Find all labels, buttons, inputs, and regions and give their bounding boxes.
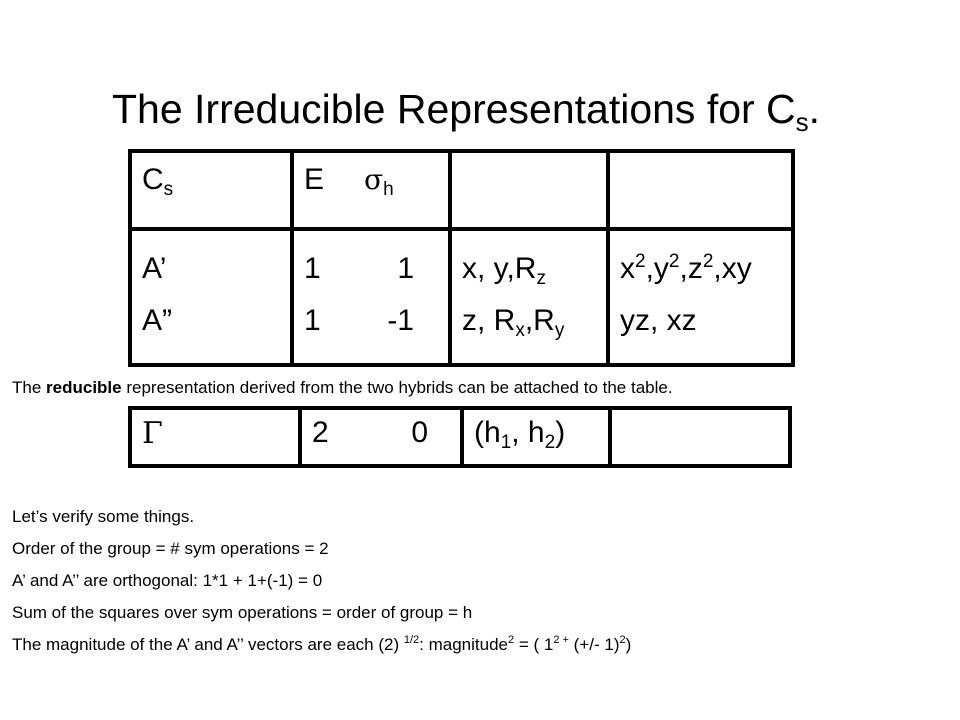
- linear-functions-header-cell: [450, 151, 608, 229]
- group-order-line: Order of the group = # sym operations = 2: [12, 539, 329, 558]
- quadratic-functions-a-prime: $x^2,y^2,z^2,xy$: [620, 251, 752, 285]
- irrep-label-a-prime: A’: [142, 252, 167, 285]
- magnitude-line: The magnitude of the A’ and A’’ vectors are each (2) $^{1/2}$: magnitude$^2$ = ( $1^{2 +}$ (+/- 1)$^2$): [12, 634, 632, 654]
- characters-a-double-prime: 1 -1: [304, 304, 414, 337]
- reducible-note: The reducible representation derived from the two hybrids can be attached to the table.: [12, 378, 673, 397]
- characters-a-prime: 1 1: [304, 252, 414, 285]
- linear-functions-cell: [450, 229, 608, 365]
- quadratic-functions-cell: [608, 229, 793, 365]
- gamma-characters-cell: 2 0: [300, 408, 462, 466]
- mirror-operation: $\sigma_h$: [364, 163, 394, 200]
- gamma-table: [128, 406, 792, 468]
- slide-title: The Irreducible Representations for $C_s$.: [112, 86, 821, 137]
- operations-header-cell: [292, 151, 450, 229]
- character-table-body-row: [130, 229, 793, 365]
- gamma-row: [130, 408, 790, 466]
- verification-notes: [12, 505, 952, 665]
- group-symbol-cell: $C_s$: [130, 151, 292, 229]
- linear-functions-a-double-prime: z, $R_x,R_y$: [462, 304, 565, 341]
- orthogonality-line: A’ and A’’ are orthogonal: 1*1 + 1+(-1) = 0: [12, 571, 323, 590]
- character-table: [128, 149, 795, 367]
- characters-cell: [292, 229, 450, 365]
- character-table-header-row: [130, 151, 793, 229]
- sum-of-squares-line: Sum of the squares over sym operations = order of group = h: [12, 603, 473, 622]
- gamma-empty-cell: [610, 408, 790, 466]
- irrep-label-a-double-prime: A”: [142, 304, 172, 337]
- quadratic-functions-a-double-prime: yz, xz: [620, 304, 697, 337]
- gamma-basis-cell: ($h_1$, $h_2$): [462, 408, 610, 466]
- verify-intro-line: Let’s verify some things.: [12, 507, 195, 526]
- identity-operation: E: [304, 163, 325, 196]
- quadratic-functions-header-cell: [608, 151, 793, 229]
- gamma-symbol-cell: Γ: [130, 408, 300, 466]
- irrep-labels-cell: [130, 229, 292, 365]
- linear-functions-a-prime: x, $y,R_z$: [462, 252, 546, 289]
